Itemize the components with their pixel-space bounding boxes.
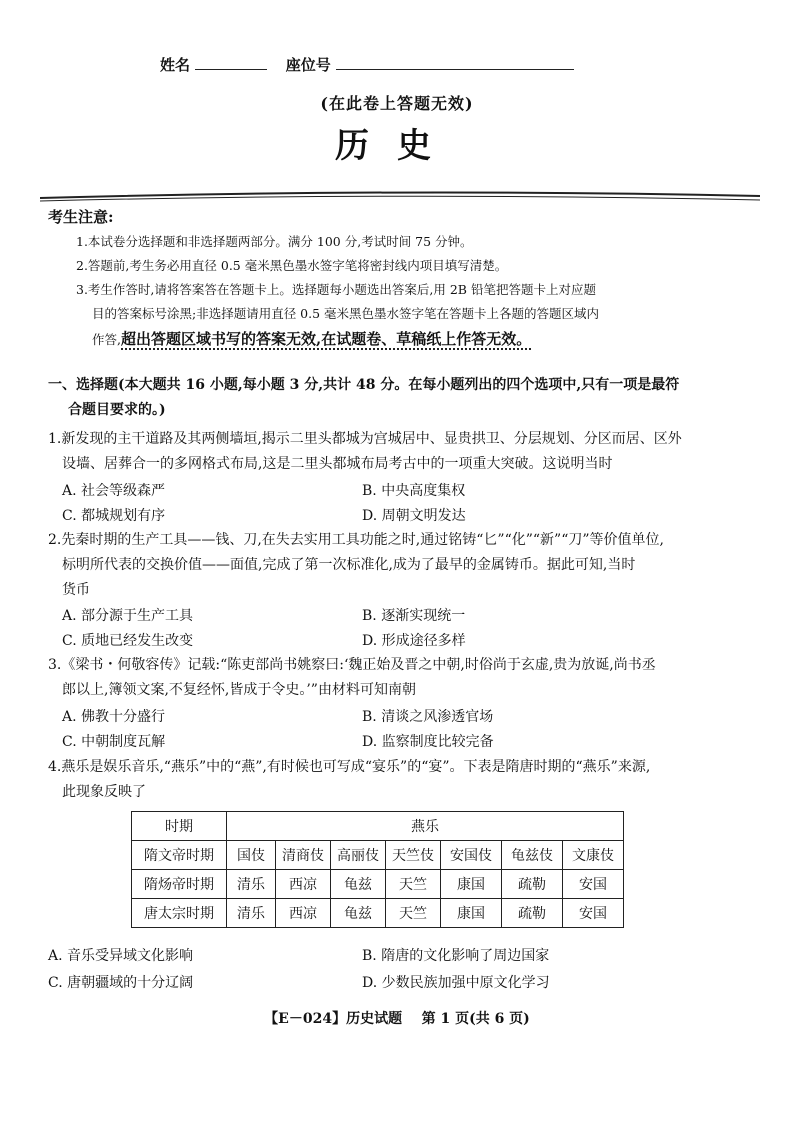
table-cell: 天竺伎 [386,841,441,870]
q3-option-c: C. 中朝制度瓦解 [62,734,166,750]
notice-item-2: 2.答题前,考生务必用直径 0.5 毫米黑色墨水签字笔将密封线内项目填写清楚。 [76,258,508,273]
table-header-period: 时期 [132,812,227,841]
table-row-period: 唐太宗时期 [132,899,227,928]
table-cell: 清商伎 [276,841,331,870]
q3-option-d: D. 监察制度比较完备 [362,734,494,750]
table-cell: 国伎 [227,841,276,870]
q2-option-c: C. 质地已经发生改变 [62,633,194,649]
q3-option-a: A. 佛教十分盛行 [62,709,166,725]
table-cell: 西凉 [276,870,331,899]
page-title: 历史 [335,126,459,166]
q2-option-a: A. 部分源于生产工具 [62,608,194,624]
candidate-info-line [160,54,574,75]
notice-item-3-line-2: 目的答案标号涂黑;非选择题请用直径 0.5 毫米黑色墨水签字笔在答题卡上各题的答题区域内 [92,306,600,321]
table-cell: 龟兹伎 [502,841,563,870]
page-footer [0,1008,794,1028]
table-cell: 西凉 [276,899,331,928]
seat-label: 座位号 [285,56,331,74]
name-blank[interactable] [195,55,267,70]
table-cell: 安国伎 [441,841,502,870]
question-2-line-2: 标明所代表的交换价值——面值,完成了第一次标准化,成为了最早的金属铸币。据此可知,当时 [62,557,636,573]
table-row [132,870,624,899]
q1-option-a: A. 社会等级森严 [62,483,166,499]
notice-item-3-line-3: 作答,超出答题区域书写的答案无效,在试题卷、草稿纸上作答无效。 [92,330,532,348]
notice-item-3-line-1: 3.考生作答时,请将答案答在答题卡上。选择题每小题选出答案后,用 2B 铅笔把答题卡上对应题 [76,282,596,297]
section-1-heading: 一、选择题(本大题共 16 小题,每小题 3 分,共计 48 分。在每小题列出的四个选项中,只有一项是最符 [48,377,680,393]
table-cell: 龟兹 [331,870,386,899]
q2-option-b: B. 逐渐实现统一 [362,608,466,624]
question-2-line-3: 货币 [62,582,90,598]
table-cell: 龟兹 [331,899,386,928]
notice-emphasis: 超出答题区域书写的答案无效,在试题卷、草稿纸上作答无效。 [120,330,532,348]
question-4-line-2: 此现象反映了 [62,784,146,800]
table-row-period: 隋炀帝时期 [132,870,227,899]
table-cell: 康国 [441,899,502,928]
q4-option-a: A. 音乐受异域文化影响 [48,948,194,964]
q4-option-b: B. 隋唐的文化影响了周边国家 [362,948,550,964]
seat-blank[interactable] [336,55,574,70]
table-cell: 安国 [563,899,624,928]
table-cell: 安国 [563,870,624,899]
q3-option-b: B. 清谈之风渗透官场 [362,709,494,725]
table-cell: 疏勒 [502,899,563,928]
question-1-line-1: 1.新发现的主干道路及其两侧墙垣,揭示二里头都城为宫城居中、显贵拱卫、分层规划、分区而居、区外 [48,431,682,447]
q4-option-d: D. 少数民族加强中原文化学习 [362,975,550,991]
yanle-table [131,811,624,928]
table-cell: 康国 [441,870,502,899]
header-rule [40,190,760,202]
table-cell: 疏勒 [502,870,563,899]
notice-heading: 考生注意: [48,208,114,226]
table-header-music: 燕乐 [227,812,624,841]
section-1-heading-cont: 合题目要求的。) [68,402,166,418]
name-label: 姓名 [160,56,191,74]
notice-item-1: 1.本试卷分选择题和非选择题两部分。满分 100 分,考试时间 75 分钟。 [76,234,473,249]
table-cell: 文康伎 [563,841,624,870]
q4-option-c: C. 唐朝疆域的十分辽阔 [48,975,194,991]
table-cell: 清乐 [227,899,276,928]
table-cell: 天竺 [386,870,441,899]
table-cell: 高丽伎 [331,841,386,870]
table-row-period: 隋文帝时期 [132,841,227,870]
table-row [132,841,624,870]
q1-option-b: B. 中央高度集权 [362,483,466,499]
q2-option-d: D. 形成途径多样 [362,633,466,649]
question-4-line-1: 4.燕乐是娱乐音乐,“燕乐”中的“燕”,有时候也可写成“宴乐”的“宴”。下表是隋唐时期的“燕乐”来源, [48,759,651,775]
table-header-row [132,812,624,841]
q1-option-d: D. 周朝文明发达 [362,508,466,524]
question-2-line-1: 2.先秦时期的生产工具——钱、刀,在失去实用工具功能之时,通过铭铸“匕”“化”“新”“刀”等价值单位, [48,532,664,548]
page-number: 第 1 页(共 6 页) [421,1011,530,1027]
question-3-line-2: 郎以上,簿领文案,不复经怀,皆成于令史。’”由材料可知南朝 [62,682,416,698]
question-3-line-1: 3.《梁书・何敬容传》记载:“陈吏部尚书姚察曰:‘魏正始及晋之中朝,时俗尚于玄虚,贵为放诞,尚书丞 [48,657,656,673]
no-answer-note: (在此卷上答题无效) [320,94,474,113]
table-cell: 清乐 [227,870,276,899]
table-cell: 天竺 [386,899,441,928]
q1-option-c: C. 都城规划有序 [62,508,166,524]
exam-code: 【E－024】历史试题 [264,1011,403,1027]
table-row [132,899,624,928]
question-1-line-2: 设墙、居葬合一的多网格式布局,这是二里头都城布局考古中的一项重大突破。这说明当时 [62,456,613,472]
